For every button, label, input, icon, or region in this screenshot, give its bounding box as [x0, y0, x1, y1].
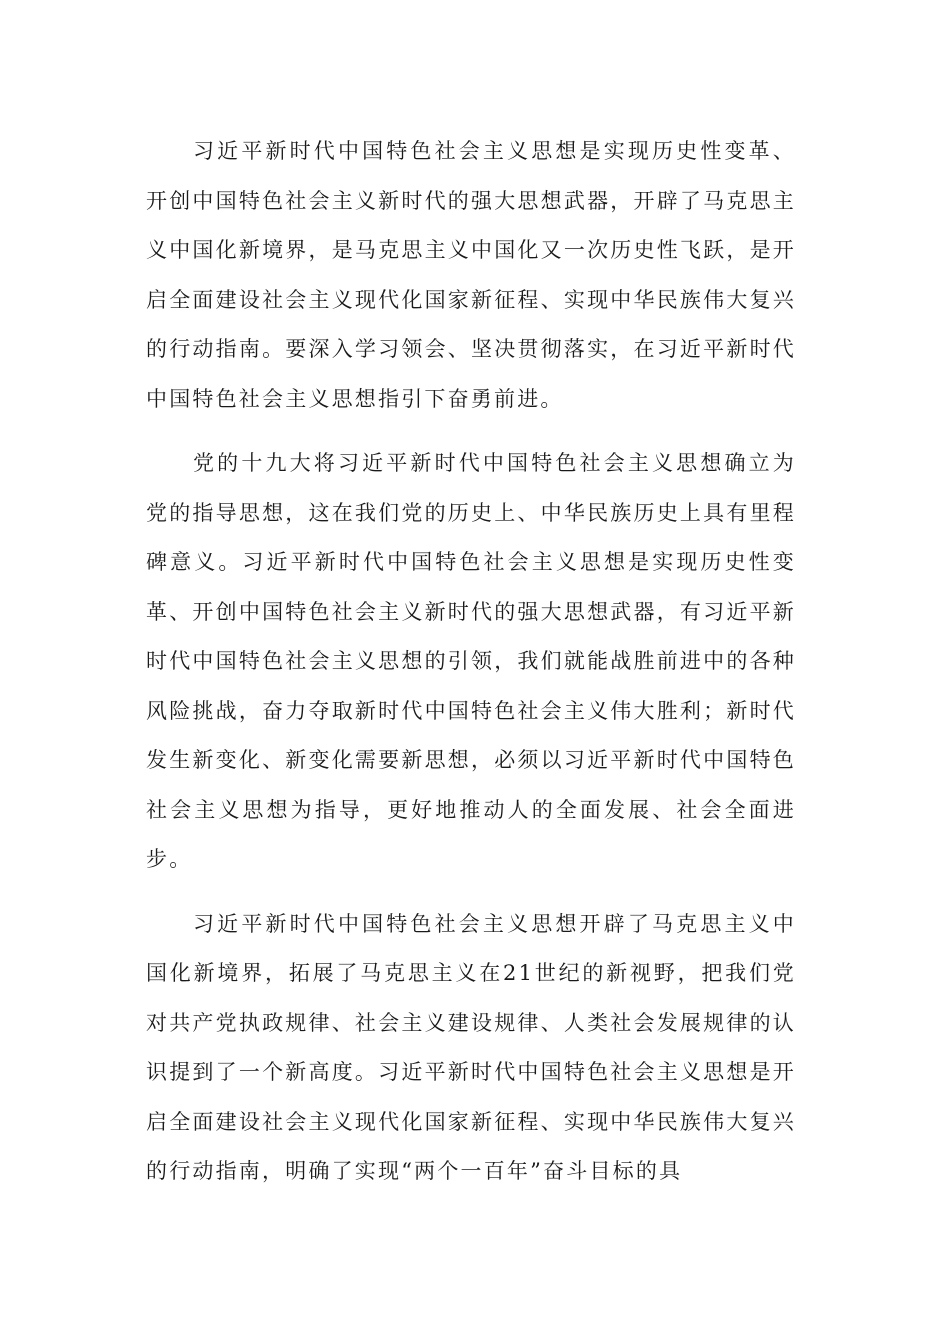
document-body: [146, 127, 796, 1197]
paragraph-2: 党的十九大将习近平新时代中国特色社会主义思想确立为党的指导思想，这在我们党的历史上、中华民族历史上具有里程碑意义。习近平新时代中国特色社会主义思想是实现历史性变革、开创中国特色社会主义新时代的强大思想武器，有习近平新时代中国特色社会主义思想的引领，我们就能战胜前进中的各种风险挑战，奋力夺取新时代中国特色社会主义伟大胜利；新时代发生新变化、新变化需要新思想，必须以习近平新时代中国特色社会主义思想为指导，更好地推动人的全面发展、社会全面进步。: [146, 451, 796, 871]
paragraph-1: 习近平新时代中国特色社会主义思想是实现历史性变革、开创中国特色社会主义新时代的强大思想武器，开辟了马克思主义中国化新境界，是马克思主义中国化又一次历史性飞跃，是开启全面建设社会主义现代化国家新征程、实现中华民族伟大复兴的行动指南。要深入学习领会、坚决贯彻落实，在习近平新时代中国特色社会主义思想指引下奋勇前进。: [146, 139, 796, 411]
paragraph-3: 习近平新时代中国特色社会主义思想开辟了马克思主义中国化新境界，拓展了马克思主义在21世纪的新视野，把我们党对共产党执政规律、社会主义建设规律、人类社会发展规律的认识提到了一个新高度。习近平新时代中国特色社会主义思想是开启全面建设社会主义现代化国家新征程、实现中华民族伟大复兴的行动指南，明确了实现“两个一百年”奋斗目标的具: [146, 911, 796, 1183]
